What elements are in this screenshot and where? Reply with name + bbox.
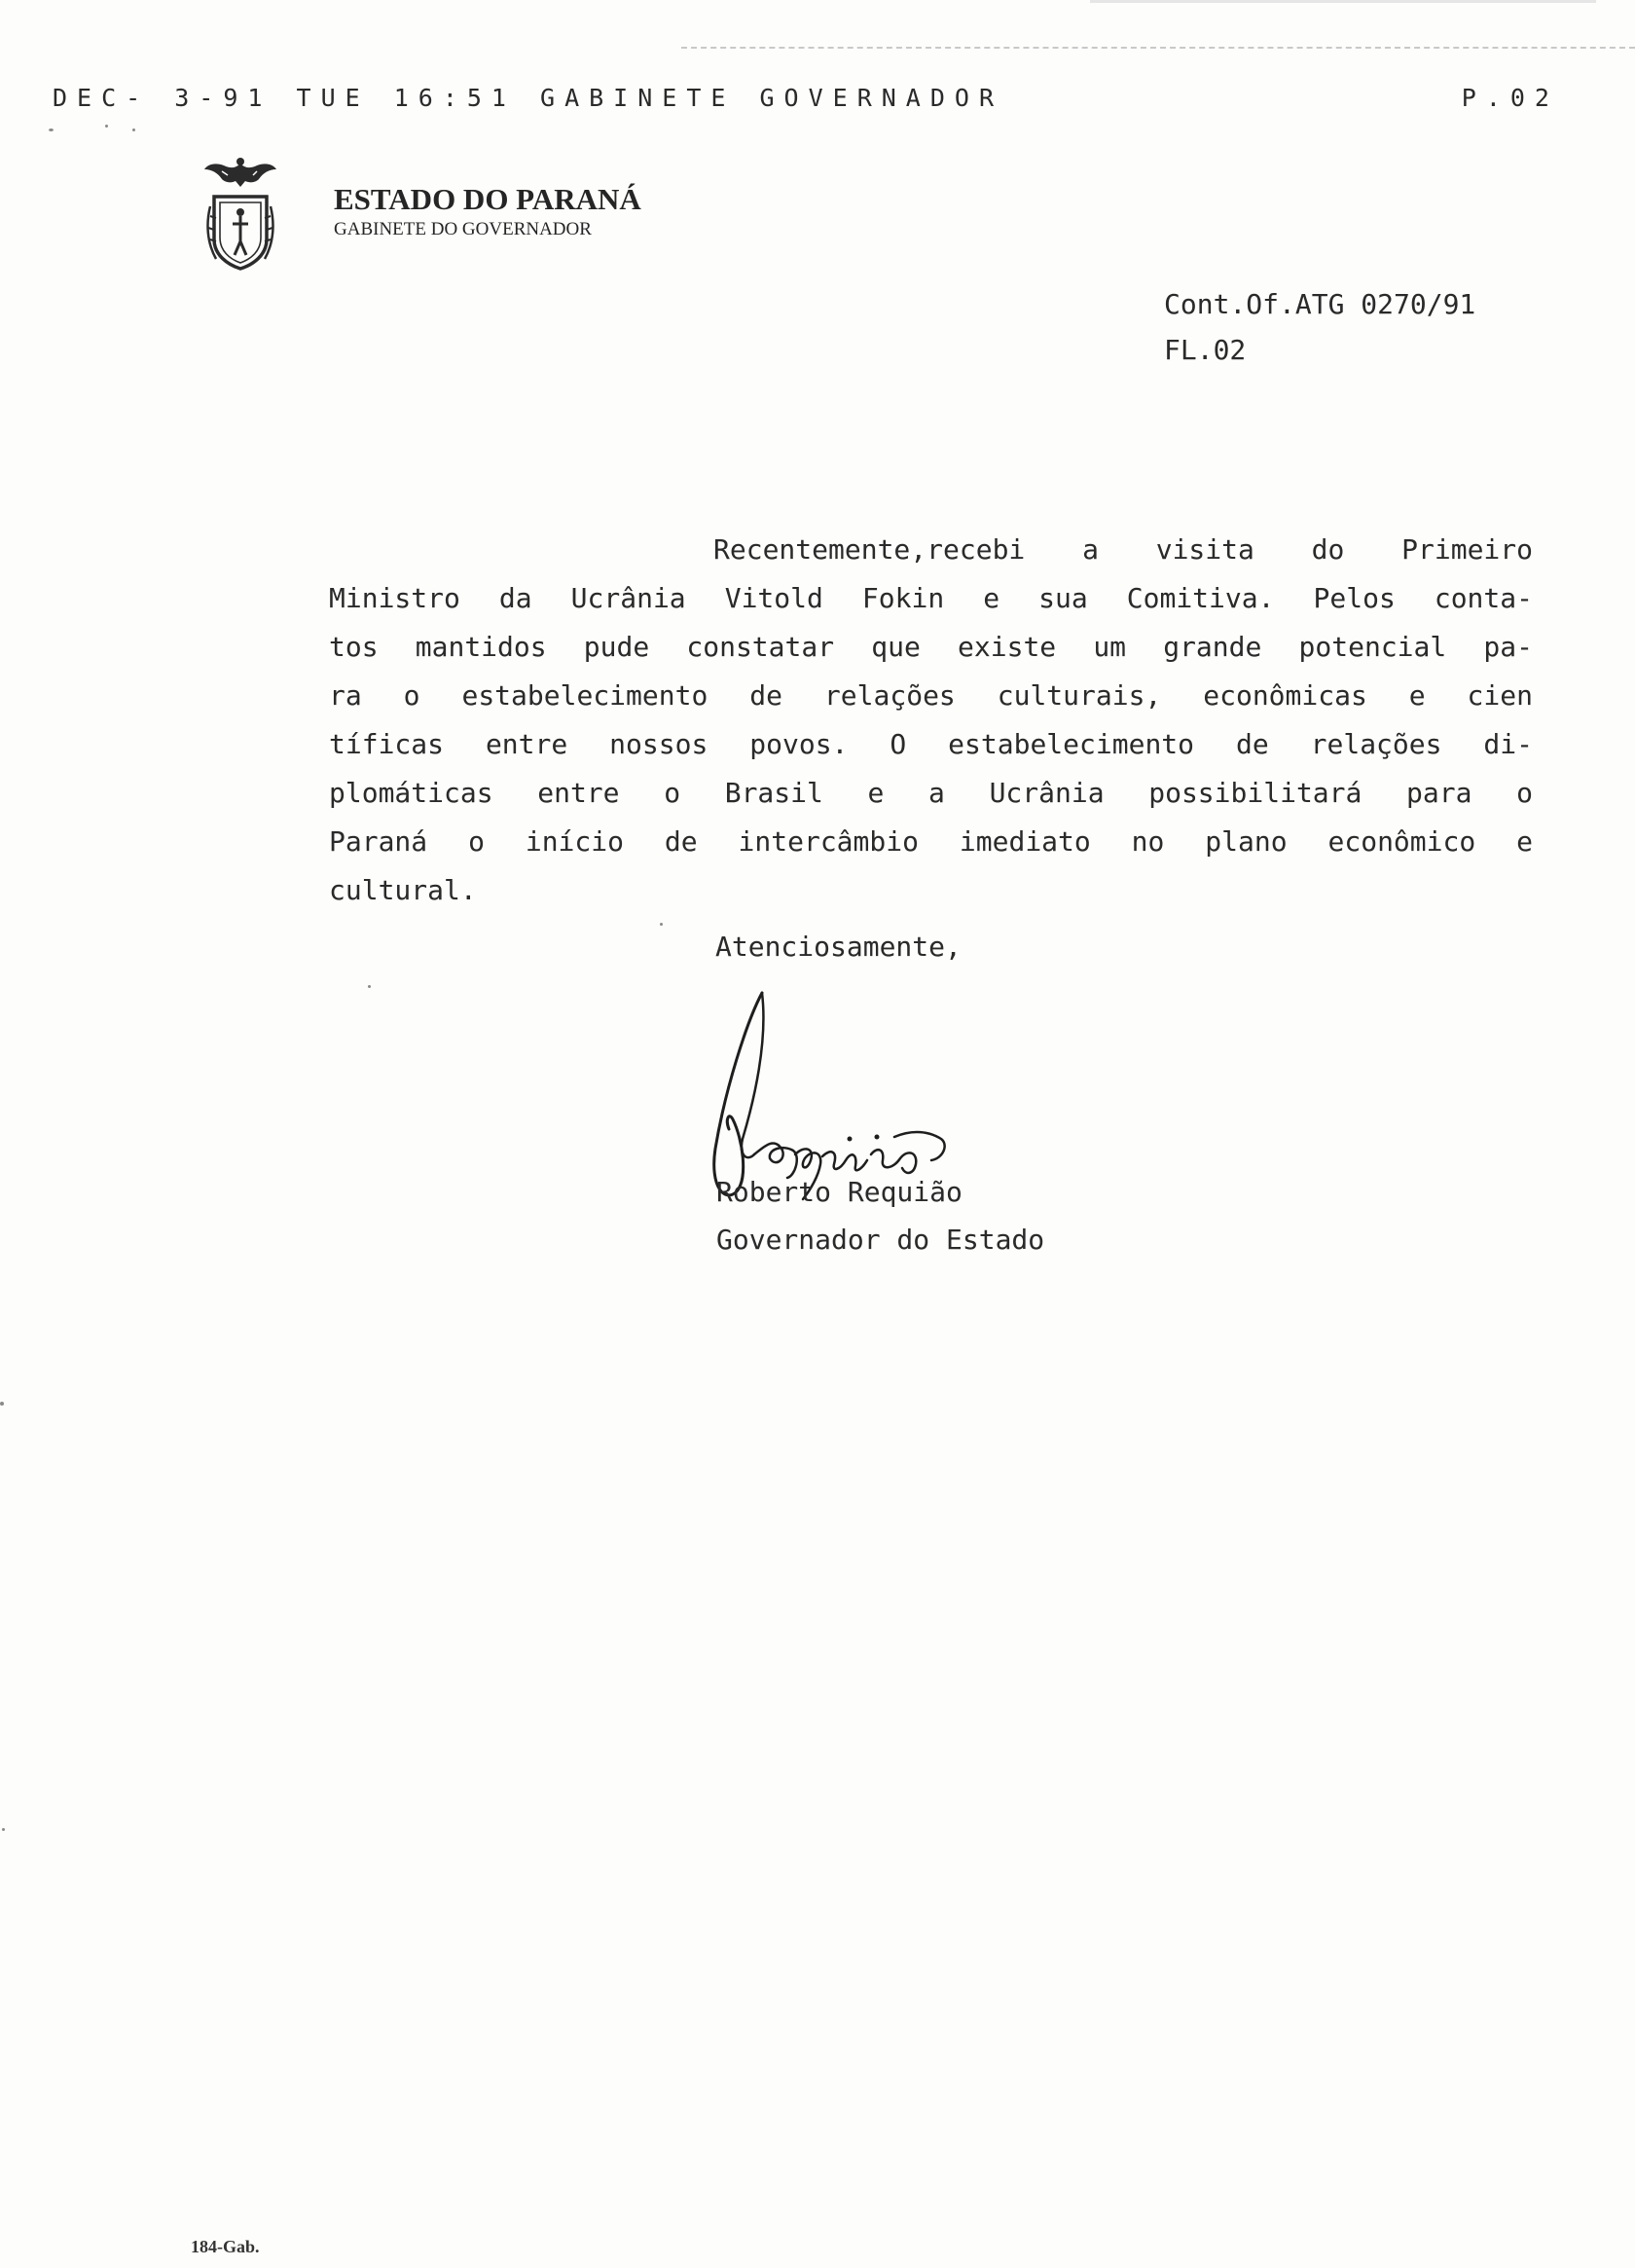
fax-header-sender: DEC- 3-91 TUE 16:51 GABINETE GOVERNADOR <box>53 84 1003 112</box>
document-reference-number: Cont.Of.ATG 0270/91 <box>1164 288 1476 320</box>
body-line: tíficas entre nossos povos. O estabelecimento de relações di- <box>329 728 1533 760</box>
fax-header-page: P.02 <box>1461 84 1559 112</box>
letterhead-subtitle: GABINETE DO GOVERNADOR <box>334 219 592 239</box>
paper-speck <box>0 1402 4 1406</box>
body-line: Paraná o início de intercâmbio imediato no plano econômico e <box>329 825 1533 858</box>
signer-title: Governador do Estado <box>716 1224 1045 1256</box>
document-sheet-number: FL.02 <box>1164 334 1247 366</box>
body-line: Recentemente,recebi a visita do Primeiro <box>713 533 1533 566</box>
form-code: 184-Gab. <box>191 2237 260 2256</box>
paper-speck <box>105 125 108 128</box>
body-line: Ministro da Ucrânia Vitold Fokin e sua Comitiva. Pelos conta- <box>329 582 1533 614</box>
paper-speck <box>660 923 663 926</box>
letter-body <box>329 526 1533 915</box>
paper-speck <box>49 128 54 131</box>
paper-speck <box>132 128 135 131</box>
fax-transmission-line <box>681 47 1635 49</box>
paper-speck <box>2 1828 5 1831</box>
body-line: plomáticas entre o Brasil e a Ucrânia possibilitará para o <box>329 777 1533 809</box>
letter-closing: Atenciosamente, <box>715 931 962 963</box>
signer-name: Roberto Requião <box>716 1176 963 1208</box>
body-line: ra o estabelecimento de relações culturais, econômicas e cien <box>329 679 1533 712</box>
fax-edge-mark <box>1090 0 1596 3</box>
paper-speck <box>368 985 371 988</box>
letterhead-title: ESTADO DO PARANÁ <box>334 182 641 216</box>
body-line: cultural. <box>329 874 477 906</box>
body-line: tos mantidos pude constatar que existe um grande potencial pa- <box>329 631 1533 663</box>
parana-coat-of-arms-icon <box>202 154 278 273</box>
